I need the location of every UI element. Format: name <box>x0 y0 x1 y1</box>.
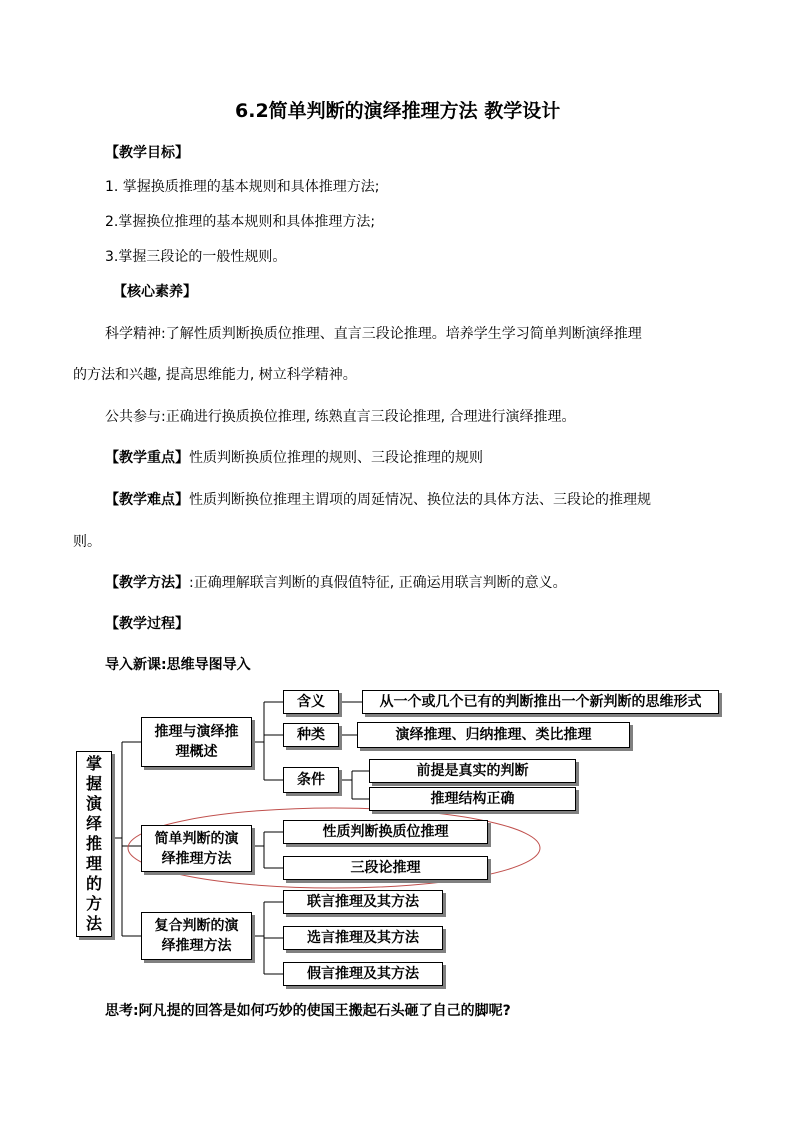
simple-item-2: 三段论推理 <box>283 856 488 880</box>
simple-item-1: 性质判断换质位推理 <box>283 820 488 844</box>
process-heading: 【教学过程】 <box>105 616 189 632</box>
difficulties-label: 【教学难点】 <box>105 492 189 508</box>
conditions-label: 条件 <box>283 767 339 793</box>
compound-item-2: 选言推理及其方法 <box>283 926 443 950</box>
core-public: 公共参与:正确进行换质换位推理, 练熟直言三段论推理, 合理进行演绎推理。 <box>105 409 576 425</box>
core-science-line2: 的方法和兴趣, 提高思维能力, 树立科学精神。 <box>73 367 357 383</box>
branch-simple <box>141 825 252 872</box>
meaning-label: 含义 <box>283 690 339 714</box>
meaning-text: 从一个或几个已有的判断推出一个新判断的思维形式 <box>362 690 719 714</box>
branch-simple-line1: 简单判断的演 <box>154 830 239 847</box>
difficulties-line1: 性质判断换位推理主谓项的周延情况、换位法的具体方法、三段论的推理规 <box>189 492 651 508</box>
methods-label: 【教学方法】 <box>105 575 189 591</box>
branch-compound-line2: 绎推理方法 <box>161 938 232 954</box>
goals-heading: 【教学目标】 <box>105 145 189 161</box>
branch-overview <box>141 717 252 767</box>
types-label: 种类 <box>283 723 339 747</box>
key-points-label: 【教学重点】 <box>105 450 189 466</box>
compound-item-3: 假言推理及其方法 <box>283 962 443 986</box>
core-science-line1: 科学精神:了解性质判断换质位推理、直言三段论推理。培养学生学习简单判断演绎推理 <box>105 326 642 342</box>
branch-compound-line1: 复合判断的演 <box>154 918 239 934</box>
compound-item-1: 联言推理及其方法 <box>283 890 443 914</box>
root-char: 法 <box>85 914 102 933</box>
branch-overview-line2: 理概述 <box>175 744 218 760</box>
types-text: 演绎推理、归纳推理、类比推理 <box>357 722 630 748</box>
methods-text: :正确理解联言判断的真假值特征, 正确运用联言判断的意义。 <box>189 575 567 591</box>
root-char: 绎 <box>85 814 102 833</box>
process-intro: 导入新课:思维导图导入 <box>105 657 251 673</box>
goal-item-2: 2.掌握换位推理的基本规则和具体推理方法; <box>105 214 376 230</box>
root-char: 演 <box>85 794 102 813</box>
branch-simple-line2: 绎推理方法 <box>161 850 232 867</box>
goal-item-1: 1. 掌握换质推理的基本规则和具体推理方法; <box>105 179 380 195</box>
thinking-question: 思考:阿凡提的回答是如何巧妙的使国王搬起石头砸了自己的脚呢? <box>105 1003 511 1019</box>
difficulties-line2: 则。 <box>73 534 101 550</box>
branch-compound <box>141 912 252 960</box>
root-char: 掌 <box>85 754 102 773</box>
root-char: 推 <box>85 834 102 853</box>
root-char: 的 <box>85 874 102 893</box>
goal-item-3: 3.掌握三段论的一般性规则。 <box>105 249 287 265</box>
page-title: 6.2简单判断的演绎推理方法 教学设计 <box>235 100 561 122</box>
condition-2: 推理结构正确 <box>369 787 576 811</box>
key-points-text: 性质判断换质位推理的规则、三段论推理的规则 <box>189 450 483 466</box>
branch-overview-line1: 推理与演绎推 <box>154 724 239 740</box>
condition-1: 前提是真实的判断 <box>369 759 576 783</box>
root-char: 理 <box>85 854 102 873</box>
root-char: 握 <box>85 774 102 793</box>
mindmap-root <box>76 751 112 937</box>
core-heading: 【核心素养】 <box>113 284 197 300</box>
root-char: 方 <box>85 894 102 913</box>
